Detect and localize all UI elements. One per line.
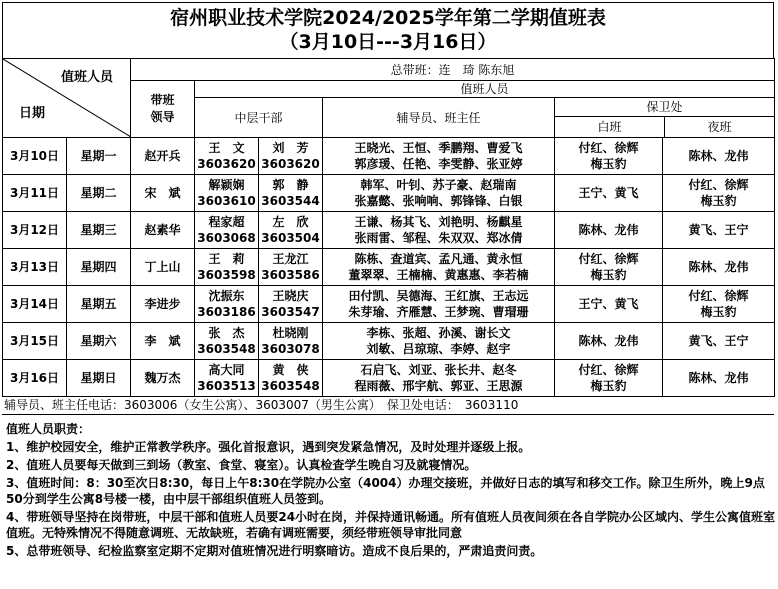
date-cell: 3月16日 (3, 360, 67, 397)
counselor-cell: 王谦、杨其飞、刘艳明、杨麒星 张雨雷、邹程、朱双双、郑冰倩 (323, 212, 555, 249)
middle-cadre-cell: 程家超 3603068 (195, 212, 259, 249)
general-leader-cell: 总带班：连 琦 陈东旭 (131, 59, 775, 81)
table-row (3, 212, 775, 249)
table-row (3, 138, 775, 175)
counselor-cell: 王晓光、王恒、季鹏翔、曹爱飞 郭彦瑗、任艳、李雯静、张亚婷 (323, 138, 555, 175)
note-item: 2、值班人员要每天做到三到场（教室、食堂、寝室）。认真检查学生晚自习及就寝情况。 (6, 458, 477, 472)
leader-cell: 赵素华 (131, 212, 195, 249)
counselor-cell: 韩军、叶钊、苏子豪、赵瑞南 张嘉懿、张响响、郭锋锋、白银 (323, 175, 555, 212)
date-cell: 3月14日 (3, 286, 67, 323)
note-item: 1、维护校园安全，维护正常教学秩序。强化首报意识，遇到突发紧急情况，及时处理并逐级上报。 (6, 440, 531, 454)
middle-cadre-cell: 解颖娴 3603610 (195, 175, 259, 212)
middle-cadre-cell: 王 莉 3603598 (195, 249, 259, 286)
leader-cell: 李 斌 (131, 323, 195, 360)
leader-cell: 李进步 (131, 286, 195, 323)
note-item: 3、值班时间：8：30至次日8:30，每日上午8:30在学院办公室（4004）办理交接班，并做好日志的填写和移交工作。除卫生所外，晚上9点50分到学生公寓8号楼一楼，由中层干部组织值班人员签到。 (6, 476, 765, 506)
page-title: 宿州职业技术学院2024/2025学年第二学期值班表 (170, 7, 606, 29)
leader-cell: 丁上山 (131, 249, 195, 286)
weekday-cell: 星期六 (67, 323, 131, 360)
notes-heading: 值班人员职责： (6, 422, 91, 436)
night-shift-cell: 陈林、龙伟 (663, 249, 775, 286)
weekday-cell: 星期日 (67, 360, 131, 397)
day-shift-cell: 王宁、黄飞 (555, 286, 663, 323)
middle-cadre-cell: 刘 芳 3603620 (259, 138, 323, 175)
table-row (3, 323, 775, 360)
counselor-cell: 石启飞、刘亚、张长井、赵冬 程雨薇、邢宇航、郭亚、王思源 (323, 360, 555, 397)
day-shift-cell: 付红、徐辉 梅玉豹 (555, 249, 663, 286)
middle-cadre-cell: 郭 静 3603544 (259, 175, 323, 212)
night-shift-header: 夜班 (707, 119, 732, 134)
middle-cadre-cell: 王 文 3603620 (195, 138, 259, 175)
table-row (3, 286, 775, 323)
date-cell: 3月11日 (3, 175, 67, 212)
weekday-cell: 星期三 (67, 212, 131, 249)
note-item: 5、总带班领导、纪检监察室定期不定期对值班情况进行明察暗访。造成不良后果的，严肃追责问责。 (6, 544, 543, 558)
leader-cell: 宋 斌 (131, 175, 195, 212)
middle-cadre-cell: 杜晓刚 3603078 (259, 323, 323, 360)
title-box (2, 2, 774, 59)
night-shift-cell: 陈林、龙伟 (663, 138, 775, 175)
middle-cadre-header: 中层干部 (195, 98, 323, 138)
diag-label-date: 日期 (19, 106, 46, 121)
date-cell: 3月15日 (3, 323, 67, 360)
night-shift-cell: 黄飞、王宁 (663, 212, 775, 249)
middle-cadre-cell: 王龙江 3603586 (259, 249, 323, 286)
middle-cadre-cell: 黄 侠 3603548 (259, 360, 323, 397)
weekday-cell: 星期一 (67, 138, 131, 175)
day-shift-cell: 王宁、黄飞 (555, 175, 663, 212)
duty-staff-header: 值班人员 (195, 81, 775, 98)
duty-table (2, 58, 775, 397)
table-row (3, 360, 775, 397)
security-header: 保卫处 (555, 98, 774, 116)
middle-cadre-cell: 沈振东 3603186 (195, 286, 259, 323)
leader-cell: 魏万杰 (131, 360, 195, 397)
table-row (3, 175, 775, 212)
date-cell: 3月13日 (3, 249, 67, 286)
night-shift-cell: 陈林、龙伟 (663, 360, 775, 397)
note-item: 4、带班领导坚持在岗带班，中层干部和值班人员要24小时在岗，并保持通讯畅通。所有值班人员夜间须在各自学院办公区域内、学生公寓值班室值班。无特殊情况不得随意调班、无故缺班，若确有调班需要，须经带班领导审批同意 (6, 510, 776, 540)
weekday-cell: 星期五 (67, 286, 131, 323)
table-row (3, 249, 775, 286)
middle-cadre-cell: 左 欣 3603504 (259, 212, 323, 249)
date-cell: 3月10日 (3, 138, 67, 175)
duty-schedule-sheet (2, 2, 774, 561)
day-shift-header: 白班 (555, 116, 665, 137)
day-shift-cell: 陈林、龙伟 (555, 323, 663, 360)
middle-cadre-cell: 高大同 3603513 (195, 360, 259, 397)
middle-cadre-cell: 张 杰 3603548 (195, 323, 259, 360)
diagonal-header-cell (3, 59, 131, 138)
weekday-cell: 星期二 (67, 175, 131, 212)
night-shift-cell: 付红、徐辉 梅玉豹 (663, 175, 775, 212)
day-shift-cell: 陈林、龙伟 (555, 212, 663, 249)
counselor-cell: 田付凯、吴德海、王红旗、王志远 朱芽瑜、齐雁慧、王梦琬、曹瑁珊 (323, 286, 555, 323)
day-shift-cell: 付红、徐辉 梅玉豹 (555, 138, 663, 175)
day-shift-cell: 付红、徐辉 梅玉豹 (555, 360, 663, 397)
night-shift-cell: 黄飞、王宁 (663, 323, 775, 360)
middle-cadre-cell: 王晓庆 3603547 (259, 286, 323, 323)
date-cell: 3月12日 (3, 212, 67, 249)
security-header-cell (555, 98, 775, 138)
diag-label-staff: 值班人员 (61, 70, 114, 85)
weekday-cell: 星期四 (67, 249, 131, 286)
counselor-cell: 陈栋、查道宾、孟凡通、黄永恒 董翠翠、王楠楠、黄惠惠、李若楠 (323, 249, 555, 286)
counselor-cell: 李栋、张超、孙溪、谢长文 刘敏、吕琼琼、李婷、赵宇 (323, 323, 555, 360)
night-shift-cell: 付红、徐辉 梅玉豹 (663, 286, 775, 323)
counselor-header: 辅导员、班主任 (323, 98, 555, 138)
phone-line: 辅导员、班主任电话：3603006（女生公寓）、3603007（男生公寓） 保卫处电话： 3603110 (4, 398, 519, 412)
date-range-subtitle: （3月10日---3月16日） (279, 31, 497, 53)
duty-notes (2, 415, 776, 559)
leader-header: 带班 领导 (131, 81, 195, 138)
leader-cell: 赵开兵 (131, 138, 195, 175)
